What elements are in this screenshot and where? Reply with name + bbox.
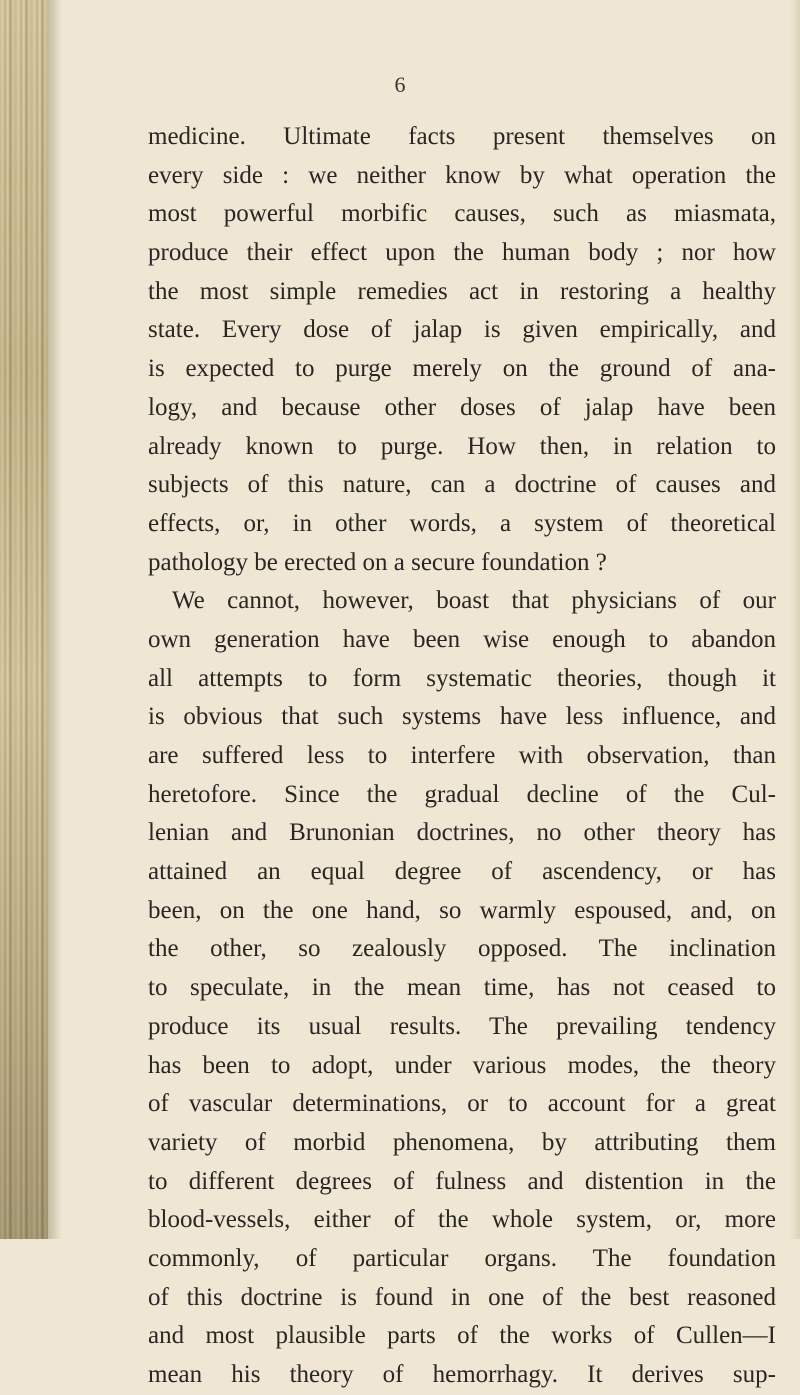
text-line: pathology be erected on a secure foundation ?	[148, 548, 607, 576]
text-line: has been to adopt, under various modes, the theory	[148, 1051, 776, 1079]
body-text	[148, 118, 776, 1395]
text-line: most powerful morbific causes, such as miasmata,	[148, 200, 776, 228]
text-line: commonly, of particular organs. The foundation	[148, 1244, 776, 1272]
text-line: been, on the one hand, so warmly espoused, and, on	[148, 896, 776, 924]
text-line: lenian and Brunonian doctrines, no other theory has	[148, 819, 776, 847]
text-line: to different degrees of fulness and distention in the	[148, 1167, 776, 1195]
book-gutter	[0, 0, 48, 1239]
paragraph-start-line: We cannot, however, boast that physicians of our	[172, 587, 776, 615]
text-line: blood-vessels, either of the whole system, or, more	[148, 1206, 776, 1234]
text-line: medicine. Ultimate facts present themselves on	[148, 123, 776, 150]
text-line: are suffered less to interfere with observation, than	[148, 742, 776, 769]
text-line: state. Every dose of jalap is given empirically, and	[148, 316, 776, 344]
text-line: own generation have been wise enough to abandon	[148, 625, 776, 653]
text-line: produce its usual results. The prevailing tendency	[148, 1012, 776, 1040]
page-edge	[790, 0, 800, 1239]
text-line: to speculate, in the mean time, has not ceased to	[148, 974, 776, 1002]
text-line: mean his theory of hemorrhagy. It derives sup-	[148, 1361, 776, 1388]
text-line: of vascular determinations, or to account for a great	[148, 1090, 776, 1118]
text-line: is obvious that such systems have less influence, and	[148, 703, 776, 731]
text-line: variety of morbid phenomena, by attributing them	[148, 1128, 776, 1156]
page-number: 6	[394, 72, 406, 97]
text-line: is expected to purge merely on the ground of ana-	[148, 355, 776, 383]
text-line: every side : we neither know by what operation the	[148, 161, 776, 189]
text-line: produce their effect upon the human body ; nor how	[148, 239, 776, 267]
text-line: all attempts to form systematic theories, though it	[148, 664, 776, 692]
text-line: the other, so zealously opposed. The inclination	[148, 935, 776, 963]
text-line: the most simple remedies act in restoring a healthy	[148, 277, 776, 305]
text-line: already known to purge. How then, in relation to	[148, 432, 776, 460]
text-line: logy, and because other doses of jalap have been	[148, 393, 776, 421]
gutter-shadow	[48, 0, 62, 1239]
text-line: of this doctrine is found in one of the best reasoned	[148, 1283, 776, 1311]
text-line: heretofore. Since the gradual decline of the Cul-	[148, 780, 776, 808]
text-line: attained an equal degree of ascendency, or has	[148, 858, 776, 886]
text-line: effects, or, in other words, a system of theoretical	[148, 509, 776, 537]
text-line: subjects of this nature, can a doctrine of causes and	[148, 471, 776, 499]
text-line: and most plausible parts of the works of Cullen—I	[148, 1322, 776, 1350]
